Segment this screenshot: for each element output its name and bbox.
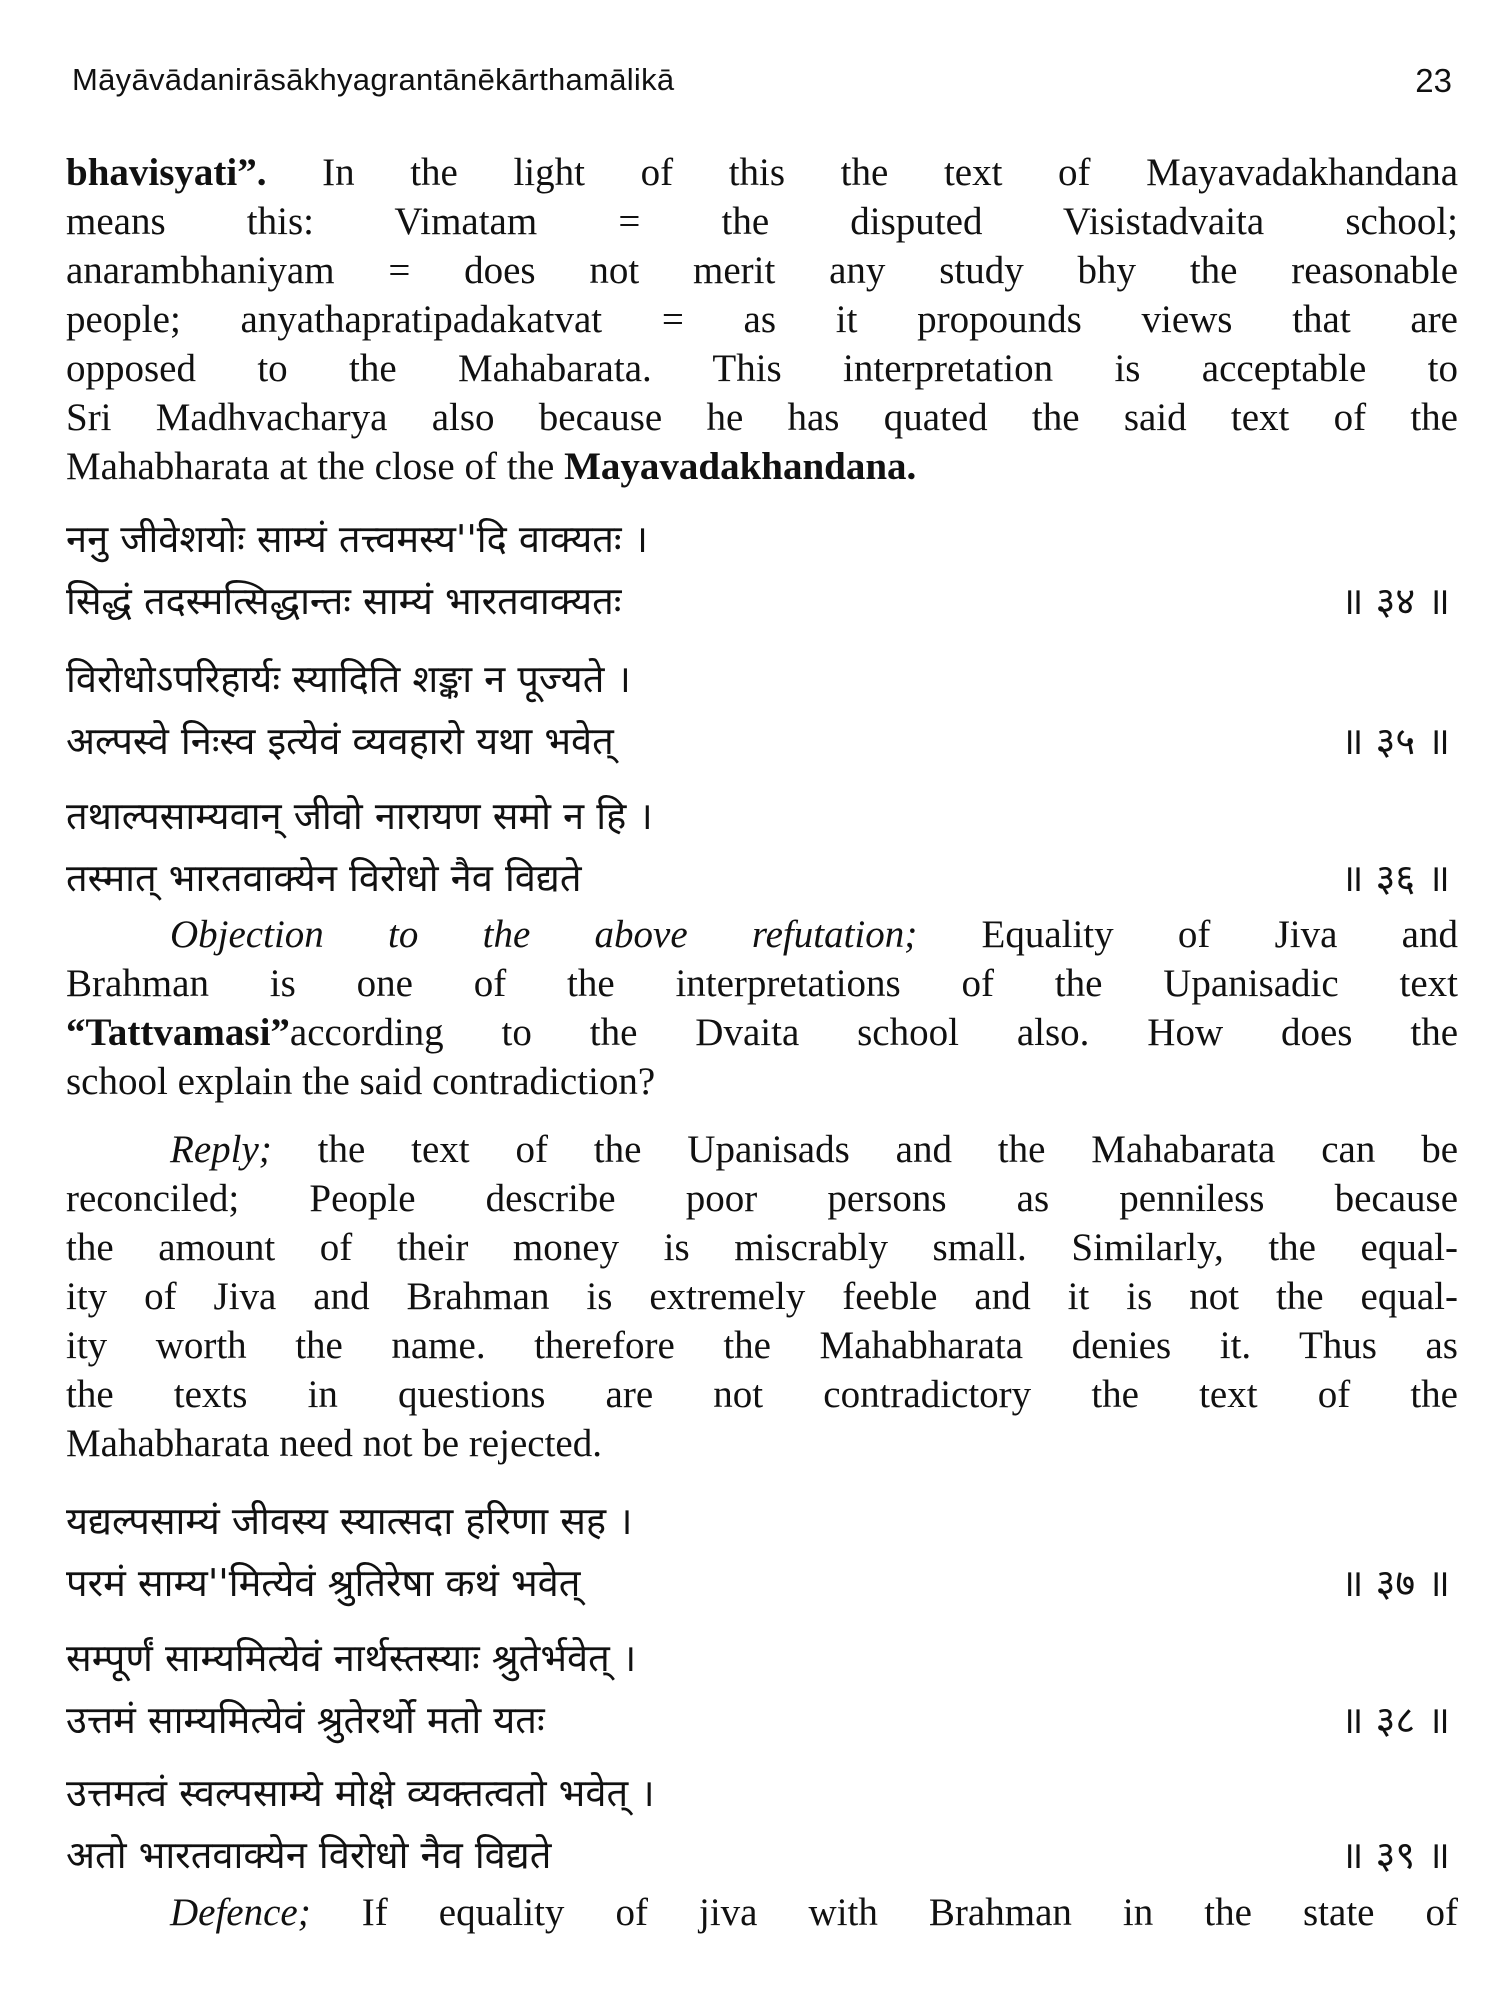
text-span: the text of the Upanisads and the Mahabarata can be [271,1128,1458,1171]
verse-number: ॥ ३७ ॥ [1340,1561,1450,1605]
text-line: ity of Jiva and Brahman is extremely feeble and it is not the equal- [66,1275,1458,1318]
verse-number: ॥ ३४ ॥ [1340,579,1450,623]
paragraph-defence [66,1888,1458,1937]
verse-text: परमं साम्य''मित्येवं श्रुतिरेषा कथं भवेत् [66,1561,581,1605]
verse-number: ॥ ३८ ॥ [1340,1698,1450,1742]
verse-line [66,1762,1458,1824]
italic-label: Objection to the above refutation; [170,913,918,956]
verse-number: ॥ ३५ ॥ [1340,719,1450,763]
text-line: ity worth the name. therefore the Mahabharata denies it. Thus as [66,1324,1458,1367]
text-span: In the light of this the text of Mayavadakhandana [266,151,1458,194]
italic-label: Defence; [170,1891,311,1934]
paragraph-explanation [66,148,1458,491]
text-line: anarambhaniyam = does not merit any study bhy the reasonable [66,249,1458,292]
text-line [66,910,1458,959]
verse-35 [66,648,1458,772]
text-line: means this: Vimatam = the disputed Visistadvaita school; [66,200,1458,243]
verse-line [66,508,1458,570]
verse-line [66,847,1458,909]
text-line: reconciled; People describe poor persons as penniless because [66,1177,1458,1220]
text-line [66,442,1458,491]
text-line: people; anyathapratipadakatvat = as it propounds views that are [66,298,1458,341]
verse-text: ननु जीवेशयोः साम्यं तत्त्वमस्य''दि वाक्यतः । [66,517,649,561]
text-line [66,1008,1458,1057]
text-line: Mahabharata need not be rejected. [66,1422,602,1465]
verse-text: अतो भारतवाक्येन विरोधो नैव विद्यते [66,1833,552,1877]
verse-39 [66,1762,1458,1886]
text-line [66,1125,1458,1174]
verse-38 [66,1627,1458,1751]
text-span: according to the Dvaita school also. How does the [289,1011,1458,1054]
verse-text: यद्यल्पसाम्यं जीवस्य स्यात्सदा हरिणा सह । [66,1499,633,1543]
verse-text: तथाल्पसाम्यवान् जीवो नारायण समो न हि । [66,794,653,838]
text-line: opposed to the Mahabarata. This interpretation is acceptable to [66,347,1458,390]
bold-term: Mayavadakhandana. [564,445,917,488]
verse-text: अल्पस्वे निःस्व इत्येवं व्यवहारो यथा भवेत् [66,719,614,763]
verse-line [66,1689,1458,1751]
text-line: the texts in questions are not contradictory the text of the [66,1373,1458,1416]
text-line: school explain the said contradiction? [66,1060,656,1103]
verse-text: सम्पूर्णं साम्यमित्येवं नार्थस्तस्याः श्रुतेर्भवेत् । [66,1636,637,1680]
verse-34 [66,508,1458,632]
verse-line [66,1490,1458,1552]
bold-term: “Tattvamasi” [66,1011,290,1054]
text-line: Brahman is one of the interpretations of the Upanisadic text [66,962,1458,1005]
verse-line [66,710,1458,772]
text-line [66,1888,1458,1937]
verse-37 [66,1490,1458,1614]
bold-term: bhavisyati”. [66,151,267,194]
verse-text: उत्तमं साम्यमित्येवं श्रुतेरर्थो मतो यतः [66,1698,545,1742]
verse-line [66,1627,1458,1689]
verse-36 [66,785,1458,909]
text-span: If equality of jiva with Brahman in the state of [310,1891,1458,1934]
verse-number: ॥ ३९ ॥ [1340,1833,1450,1877]
verse-text: तस्मात् भारतवाक्येन विरोधो नैव विद्यते [66,856,582,900]
verse-line [66,570,1458,632]
paragraph-reply [66,1125,1458,1468]
text-line: the amount of their money is miscrably small. Similarly, the equal- [66,1226,1458,1269]
verse-text: सिद्धं तदस्मत्सिद्धान्तः साम्यं भारतवाक्यतः [66,579,622,623]
verse-line [66,785,1458,847]
verse-line [66,648,1458,710]
running-head [72,62,1452,102]
text-line [66,148,1458,197]
verse-text: उत्तमत्वं स्वल्पसाम्ये मोक्षे व्यक्तत्वतो भवेत् । [66,1771,655,1815]
verse-text: विरोधोऽपरिहार्यः स्यादिति शङ्का न पूज्यते । [66,657,631,701]
italic-label: Reply; [170,1128,272,1171]
verse-line [66,1552,1458,1614]
running-title: Māyāvādanirāsākhyagrantānēkārthamālikā [72,62,675,97]
text-span: Equality of Jiva and [917,913,1458,956]
text-line: Sri Madhvacharya also because he has quated the said text of the [66,396,1458,439]
text-span: Mahabharata at the close of the [66,445,565,488]
verse-line [66,1824,1458,1886]
page-number: 23 [1415,62,1452,99]
verse-number: ॥ ३६ ॥ [1340,856,1450,900]
paragraph-objection [66,910,1458,1106]
